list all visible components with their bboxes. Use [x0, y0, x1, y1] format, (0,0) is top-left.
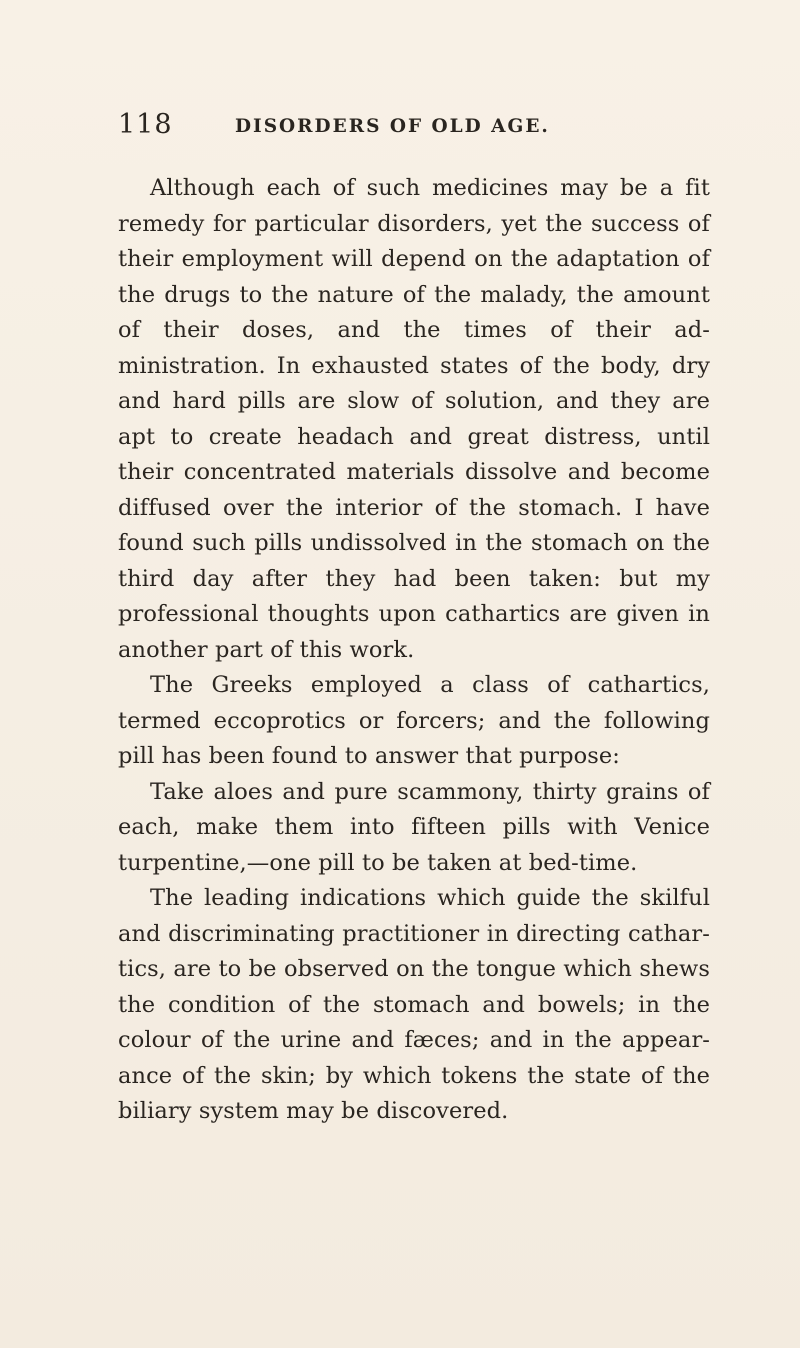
paragraph: The leading indications which guide the skilful and discriminating practitioner in directing cathar-tics, are to be observed on the tongue which shews the condition of the stomach and bowels; in the colour of the urine and fæces; and in the appear-ance of the skin; by which tokens the state of the biliary system may be discovered.: [118, 885, 710, 1124]
body-text: [118, 171, 710, 1130]
paragraph: The Greeks employed a class of cathartics, termed eccoprotics or forcers; and the following pill has been found to answer that purpose:: [118, 672, 710, 769]
running-head: DISORDERS OF OLD AGE.: [235, 116, 550, 137]
page-number: 118: [118, 109, 173, 140]
paragraph: Although each of such medicines may be a fit remedy for particular disorders, yet the success of their employment will depend on the adaptation of the drugs to the nature of the malady, the amount of their doses, and the times of their ad-ministration. In exhausted states of the body, dry and hard pills are slow of solution, and they are apt to create headach and great distress, until their concentrated materials dissolve and become diffused over the interior of the stomach. I have found such pills undissolved in the stomach on the third day after they had been taken: but my professional thoughts upon cathartics are given in another part of this work.: [118, 175, 710, 663]
paragraph: Take aloes and pure scammony, thirty grains of each, make them into fifteen pills with Venice turpentine,—one pill to be taken at bed-time.: [118, 778, 710, 876]
page-header: [118, 111, 678, 149]
